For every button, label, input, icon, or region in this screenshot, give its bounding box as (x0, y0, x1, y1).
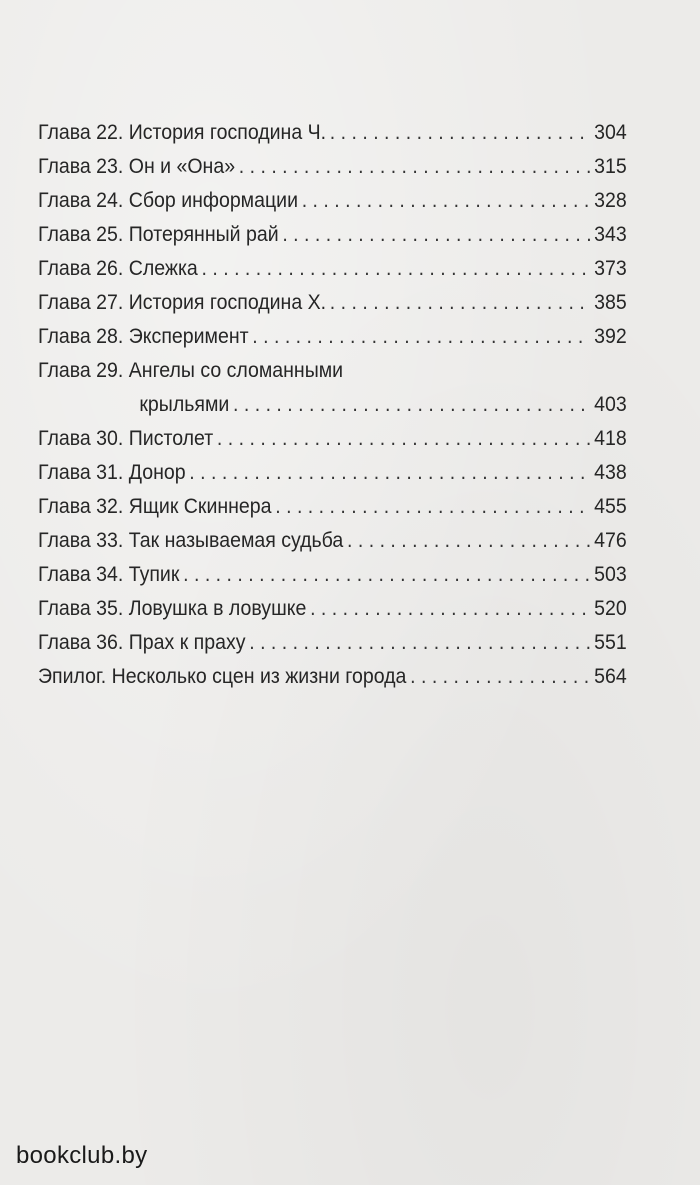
toc-entry-page: 418 (594, 427, 627, 450)
toc-entry-page: 476 (594, 529, 627, 552)
toc-entry-page: 551 (594, 631, 627, 654)
toc-entry-page: 392 (594, 325, 627, 348)
toc-entry-chapter-25 (38, 218, 627, 252)
toc-entry-chapter-35 (38, 592, 627, 626)
dot-leader (330, 286, 591, 320)
toc-entry-title: Глава 32. Ящик Скиннера (38, 495, 272, 518)
dot-leader (252, 320, 590, 354)
toc-entry-chapter-23 (38, 150, 627, 184)
toc-entry-title: Глава 29. Ангелы со сломанными (38, 359, 344, 382)
toc-entry-title: Эпилог. Несколько сцен из жизни города (38, 665, 407, 688)
toc-entry-chapter-33 (38, 524, 627, 558)
toc-entry-chapter-29-continued (38, 388, 627, 422)
toc-entry-chapter-32 (38, 490, 627, 524)
dot-leader (302, 184, 591, 218)
toc-entry-title: Глава 23. Он и «Она» (38, 155, 236, 178)
toc-entry-page: 373 (594, 257, 627, 280)
toc-entry-page: 520 (594, 597, 627, 620)
dot-leader (249, 626, 590, 660)
toc-entry-chapter-24 (38, 184, 627, 218)
toc-entry-chapter-31 (38, 456, 627, 490)
dot-leader (189, 456, 590, 490)
toc-entry-page: 564 (594, 665, 627, 688)
dot-leader (233, 388, 590, 422)
toc-entry-page: 328 (594, 189, 627, 212)
toc-entry-chapter-28 (38, 320, 627, 354)
toc-entry-chapter-27 (38, 286, 627, 320)
toc-entry-page: 315 (594, 155, 627, 178)
toc-entry-page: 438 (594, 461, 627, 484)
dot-leader (183, 558, 590, 592)
toc-entry-page: 503 (594, 563, 627, 586)
toc-entry-page: 455 (594, 495, 627, 518)
dot-leader (239, 150, 591, 184)
toc-entry-epilogue (38, 660, 627, 694)
toc-entry-title: Глава 34. Тупик (38, 563, 180, 586)
toc-entry-title: Глава 27. История господина Х. (38, 291, 327, 314)
toc-entry-title-continued: крыльями (139, 393, 230, 416)
dot-leader (310, 592, 590, 626)
table-of-contents (38, 116, 627, 694)
toc-entry-chapter-26 (38, 252, 627, 286)
toc-entry-title: Глава 30. Пистолет (38, 427, 214, 450)
toc-entry-title: Глава 31. Донор (38, 461, 186, 484)
toc-entry-page: 385 (594, 291, 627, 314)
toc-entry-chapter-29 (38, 354, 627, 388)
dot-leader (410, 660, 590, 694)
toc-entry-page: 343 (594, 223, 627, 246)
toc-entry-chapter-22 (38, 116, 627, 150)
toc-entry-title: Глава 35. Ловушка в ловушке (38, 597, 307, 620)
dot-leader (217, 422, 590, 456)
site-watermark: bookclub.by (16, 1142, 148, 1169)
dot-leader (347, 524, 590, 558)
toc-entry-title: Глава 26. Слежка (38, 257, 198, 280)
toc-entry-chapter-36 (38, 626, 627, 660)
toc-entry-page: 403 (594, 393, 627, 416)
toc-entry-title: Глава 33. Так называемая судьба (38, 529, 344, 552)
dot-leader (202, 252, 591, 286)
toc-entry-page: 304 (594, 121, 627, 144)
toc-entry-title: Глава 22. История господина Ч. (38, 121, 327, 144)
toc-entry-chapter-34 (38, 558, 627, 592)
toc-entry-title: Глава 25. Потерянный рай (38, 223, 279, 246)
toc-entry-chapter-30 (38, 422, 627, 456)
toc-entry-title: Глава 24. Сбор информации (38, 189, 298, 212)
dot-leader (275, 490, 590, 524)
dot-leader (330, 116, 591, 150)
toc-entry-title: Глава 28. Эксперимент (38, 325, 249, 348)
toc-entry-title: Глава 36. Прах к праху (38, 631, 246, 654)
dot-leader (282, 218, 590, 252)
